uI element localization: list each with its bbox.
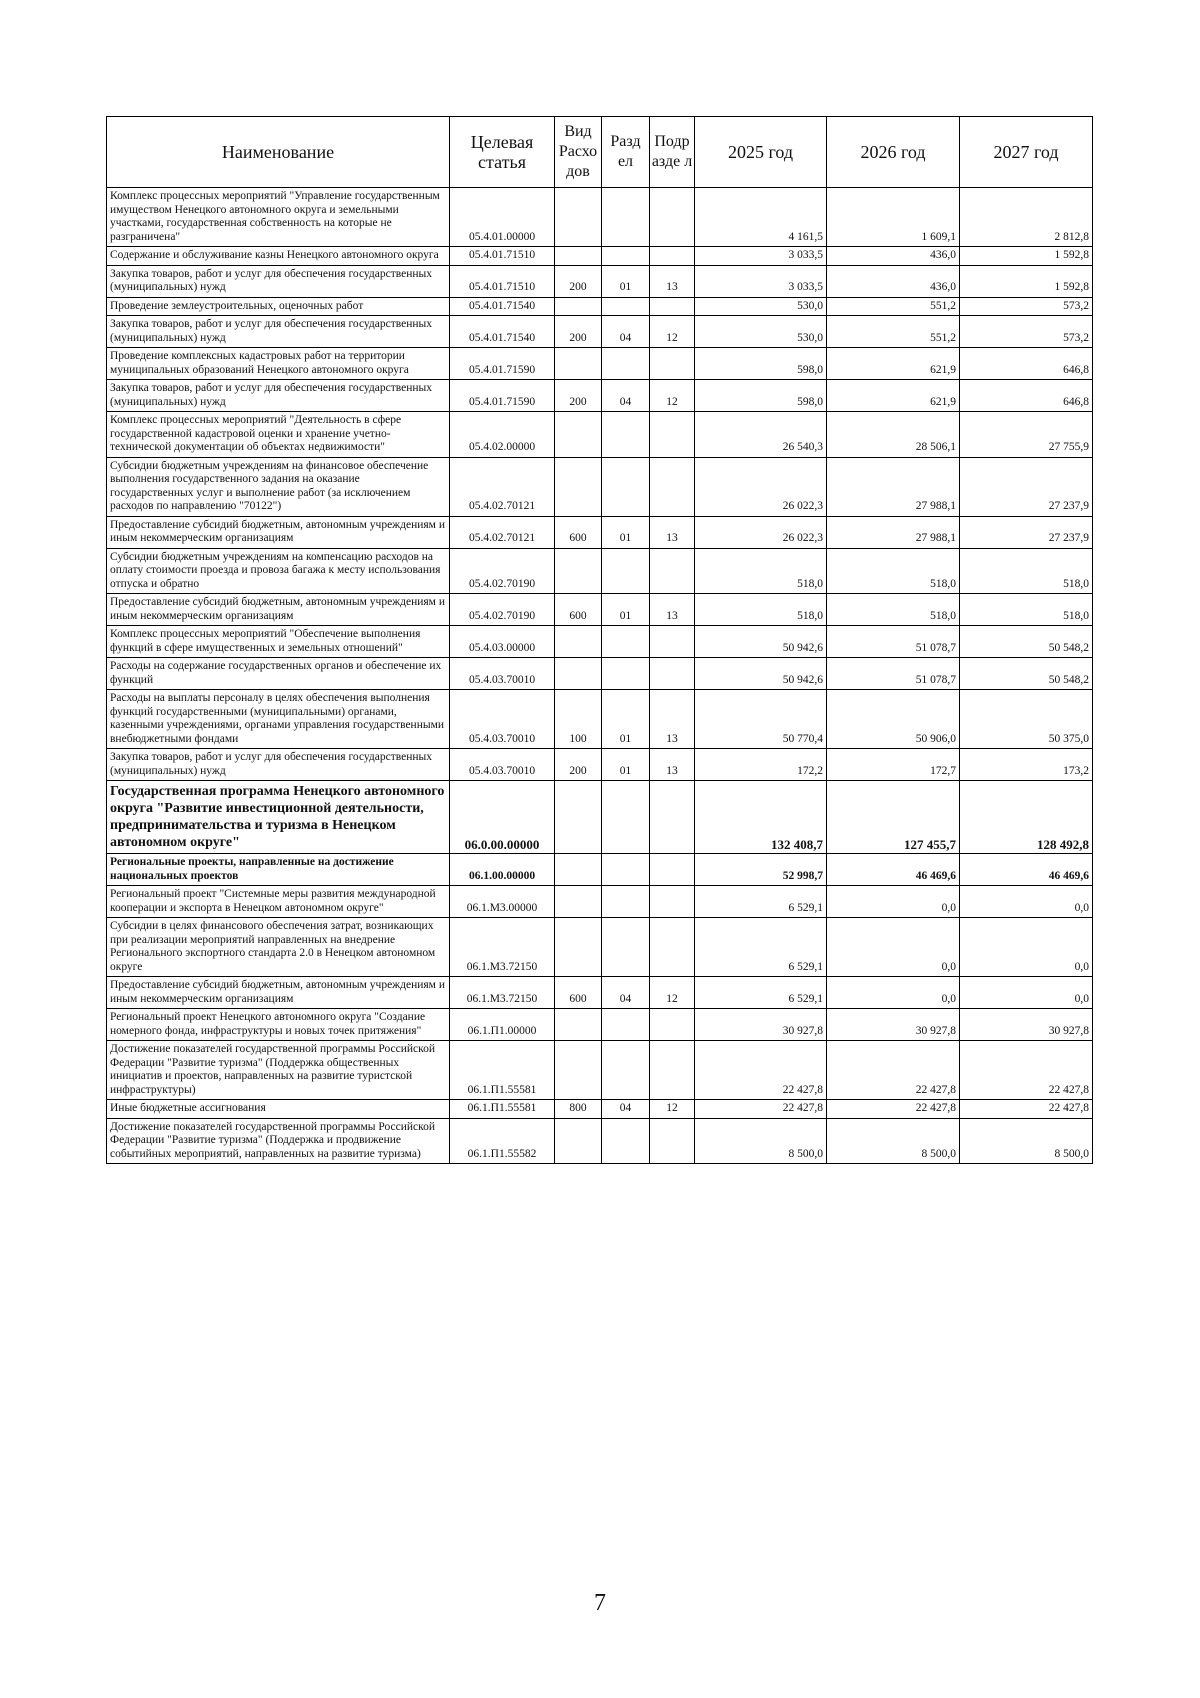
table-row — [107, 781, 1093, 854]
row-value-2025: 598,0 — [695, 348, 827, 380]
row-value-2027: 646,8 — [960, 380, 1093, 412]
row-value-2026: 551,2 — [827, 316, 960, 348]
row-target-article: 05.4.03.00000 — [450, 626, 555, 658]
row-value-2025: 8 500,0 — [695, 1118, 827, 1164]
row-expense-type — [555, 1009, 602, 1041]
row-value-2025: 6 529,1 — [695, 886, 827, 918]
row-expense-type: 600 — [555, 516, 602, 548]
row-target-article: 06.1.П1.55582 — [450, 1118, 555, 1164]
row-name: Субсидии бюджетным учреждениям на компенсацию расходов на оплату стоимости проезда и провоза багажа к месту использования отпуска и обратно — [107, 548, 450, 594]
row-value-2027: 573,2 — [960, 316, 1093, 348]
row-section: 04 — [602, 977, 650, 1009]
row-value-2026: 22 427,8 — [827, 1041, 960, 1100]
row-section: 01 — [602, 749, 650, 781]
row-value-2027: 573,2 — [960, 297, 1093, 316]
table-row — [107, 886, 1093, 918]
row-value-2026: 621,9 — [827, 380, 960, 412]
row-target-article: 05.4.01.71510 — [450, 265, 555, 297]
row-subsection: 13 — [650, 749, 695, 781]
row-subsection — [650, 247, 695, 266]
row-target-article: 05.4.03.70010 — [450, 690, 555, 749]
header-2027: 2027 год — [960, 117, 1093, 188]
row-value-2025: 50 942,6 — [695, 626, 827, 658]
row-subsection: 13 — [650, 516, 695, 548]
row-value-2026: 172,7 — [827, 749, 960, 781]
row-subsection: 12 — [650, 1100, 695, 1119]
row-target-article: 05.4.01.00000 — [450, 188, 555, 247]
row-value-2026: 0,0 — [827, 886, 960, 918]
row-name: Предоставление субсидий бюджетным, автономным учреждениям и иным некоммерческим организациям — [107, 594, 450, 626]
row-target-article: 05.4.01.71540 — [450, 316, 555, 348]
row-subsection — [650, 626, 695, 658]
row-value-2025: 518,0 — [695, 548, 827, 594]
row-name: Субсидии в целях финансового обеспечения затрат, возникающих при реализации мероприятий направленных на внедрение Регионального экспортного стандарта 2.0 в Ненецком автономном округе — [107, 918, 450, 977]
row-expense-type — [555, 412, 602, 458]
row-value-2026: 22 427,8 — [827, 1100, 960, 1119]
row-value-2026: 28 506,1 — [827, 412, 960, 458]
row-value-2027: 0,0 — [960, 977, 1093, 1009]
header-target-article: Целевая статья — [450, 117, 555, 188]
row-value-2025: 6 529,1 — [695, 918, 827, 977]
row-subsection — [650, 886, 695, 918]
row-expense-type: 200 — [555, 265, 602, 297]
row-value-2027: 518,0 — [960, 548, 1093, 594]
row-name: Расходы на выплаты персоналу в целях обеспечения выполнения функций государственными (муниципальными) органами, казенными учреждениями, органами управления государственными внебюджетными фондами — [107, 690, 450, 749]
row-name: Закупка товаров, работ и услуг для обеспечения государственных (муниципальных) нужд — [107, 265, 450, 297]
row-subsection: 12 — [650, 380, 695, 412]
row-value-2027: 0,0 — [960, 918, 1093, 977]
row-value-2026: 27 988,1 — [827, 516, 960, 548]
row-value-2027: 27 237,9 — [960, 457, 1093, 516]
table-row — [107, 1009, 1093, 1041]
row-section — [602, 348, 650, 380]
row-target-article: 05.4.02.70190 — [450, 548, 555, 594]
row-target-article: 05.4.01.71590 — [450, 348, 555, 380]
row-expense-type: 200 — [555, 380, 602, 412]
row-value-2026: 30 927,8 — [827, 1009, 960, 1041]
row-expense-type — [555, 918, 602, 977]
table-row — [107, 1118, 1093, 1164]
row-section — [602, 886, 650, 918]
row-value-2027: 0,0 — [960, 886, 1093, 918]
row-value-2026: 51 078,7 — [827, 658, 960, 690]
row-name: Проведение землеустроительных, оценочных работ — [107, 297, 450, 316]
row-value-2025: 518,0 — [695, 594, 827, 626]
row-value-2027: 2 812,8 — [960, 188, 1093, 247]
row-section — [602, 658, 650, 690]
row-subsection: 13 — [650, 265, 695, 297]
row-section — [602, 854, 650, 886]
table-row — [107, 348, 1093, 380]
row-target-article: 06.1.П1.00000 — [450, 1009, 555, 1041]
header-subsection: Подр азде л — [650, 117, 695, 188]
row-subsection — [650, 1041, 695, 1100]
row-section — [602, 188, 650, 247]
row-target-article: 05.4.02.00000 — [450, 412, 555, 458]
row-value-2027: 50 375,0 — [960, 690, 1093, 749]
row-section — [602, 412, 650, 458]
budget-table — [106, 116, 1093, 1164]
row-value-2026: 46 469,6 — [827, 854, 960, 886]
row-expense-type: 800 — [555, 1100, 602, 1119]
row-subsection: 13 — [650, 594, 695, 626]
row-subsection — [650, 854, 695, 886]
row-expense-type — [555, 188, 602, 247]
row-target-article: 05.4.02.70121 — [450, 516, 555, 548]
row-value-2027: 518,0 — [960, 594, 1093, 626]
row-target-article: 05.4.03.70010 — [450, 749, 555, 781]
row-expense-type — [555, 781, 602, 854]
row-value-2027: 22 427,8 — [960, 1100, 1093, 1119]
row-value-2026: 0,0 — [827, 918, 960, 977]
row-section: 04 — [602, 380, 650, 412]
row-value-2027: 1 592,8 — [960, 247, 1093, 266]
row-value-2027: 30 927,8 — [960, 1009, 1093, 1041]
row-name: Предоставление субсидий бюджетным, автономным учреждениям и иным некоммерческим организациям — [107, 516, 450, 548]
row-subsection — [650, 548, 695, 594]
header-2026: 2026 год — [827, 117, 960, 188]
row-subsection — [650, 781, 695, 854]
header-section: Разд ел — [602, 117, 650, 188]
row-section — [602, 1118, 650, 1164]
row-target-article: 05.4.01.71590 — [450, 380, 555, 412]
row-target-article: 06.1.М3.72150 — [450, 977, 555, 1009]
row-name: Закупка товаров, работ и услуг для обеспечения государственных (муниципальных) нужд — [107, 316, 450, 348]
row-value-2025: 132 408,7 — [695, 781, 827, 854]
row-section — [602, 918, 650, 977]
row-expense-type — [555, 297, 602, 316]
row-expense-type — [555, 886, 602, 918]
row-value-2025: 26 022,3 — [695, 516, 827, 548]
row-section: 04 — [602, 1100, 650, 1119]
row-name: Содержание и обслуживание казны Ненецкого автономного округа — [107, 247, 450, 266]
row-section: 01 — [602, 690, 650, 749]
row-subsection — [650, 1009, 695, 1041]
row-value-2026: 51 078,7 — [827, 626, 960, 658]
row-section — [602, 297, 650, 316]
row-value-2027: 8 500,0 — [960, 1118, 1093, 1164]
row-name: Субсидии бюджетным учреждениям на финансовое обеспечение выполнения государственного задания на оказание государственных услуг и выполнение работ (за исключением расходов по направлению "70122") — [107, 457, 450, 516]
row-expense-type — [555, 626, 602, 658]
row-value-2025: 50 942,6 — [695, 658, 827, 690]
row-target-article: 06.0.00.00000 — [450, 781, 555, 854]
row-expense-type: 600 — [555, 594, 602, 626]
row-value-2025: 30 927,8 — [695, 1009, 827, 1041]
row-target-article: 05.4.01.71540 — [450, 297, 555, 316]
row-value-2025: 172,2 — [695, 749, 827, 781]
row-target-article: 05.4.02.70121 — [450, 457, 555, 516]
row-section: 01 — [602, 594, 650, 626]
row-expense-type: 200 — [555, 316, 602, 348]
row-value-2026: 518,0 — [827, 548, 960, 594]
row-value-2027: 22 427,8 — [960, 1041, 1093, 1100]
row-value-2026: 0,0 — [827, 977, 960, 1009]
row-section: 01 — [602, 265, 650, 297]
row-section: 04 — [602, 316, 650, 348]
row-subsection — [650, 348, 695, 380]
row-target-article: 06.1.М3.00000 — [450, 886, 555, 918]
table-row — [107, 749, 1093, 781]
page-number: 7 — [594, 1590, 606, 1616]
row-section — [602, 1009, 650, 1041]
row-section — [602, 457, 650, 516]
row-name: Комплекс процессных мероприятий "Деятельность в сфере государственной кадастровой оценки и хранение учетно-технической документации об объектах недвижимости" — [107, 412, 450, 458]
row-target-article: 05.4.03.70010 — [450, 658, 555, 690]
row-expense-type — [555, 247, 602, 266]
row-name: Региональный проект "Системные меры развития международной кооперации и экспорта в Ненецком автономном округе" — [107, 886, 450, 918]
row-value-2027: 50 548,2 — [960, 626, 1093, 658]
row-expense-type — [555, 658, 602, 690]
table-row — [107, 247, 1093, 266]
row-target-article: 06.1.П1.55581 — [450, 1100, 555, 1119]
row-value-2026: 551,2 — [827, 297, 960, 316]
header-name: Наименование — [107, 117, 450, 188]
table-row — [107, 548, 1093, 594]
row-name: Региональный проект Ненецкого автономного округа "Создание номерного фонда, инфраструктуры и новых точек притяжения" — [107, 1009, 450, 1041]
row-expense-type: 200 — [555, 749, 602, 781]
row-value-2026: 127 455,7 — [827, 781, 960, 854]
table-row — [107, 658, 1093, 690]
row-name: Проведение комплексных кадастровых работ на территории муниципальных образований Ненецкого автономного округа — [107, 348, 450, 380]
table-row — [107, 316, 1093, 348]
row-value-2025: 26 540,3 — [695, 412, 827, 458]
row-value-2027: 46 469,6 — [960, 854, 1093, 886]
row-value-2026: 436,0 — [827, 247, 960, 266]
row-subsection — [650, 457, 695, 516]
table-row — [107, 594, 1093, 626]
row-value-2025: 22 427,8 — [695, 1041, 827, 1100]
row-value-2027: 173,2 — [960, 749, 1093, 781]
row-value-2025: 50 770,4 — [695, 690, 827, 749]
row-value-2026: 50 906,0 — [827, 690, 960, 749]
row-subsection — [650, 918, 695, 977]
row-name: Иные бюджетные ассигнования — [107, 1100, 450, 1119]
row-expense-type — [555, 1041, 602, 1100]
row-subsection — [650, 297, 695, 316]
row-value-2025: 530,0 — [695, 316, 827, 348]
row-name: Расходы на содержание государственных органов и обеспечение их функций — [107, 658, 450, 690]
row-target-article: 05.4.02.70190 — [450, 594, 555, 626]
table-row — [107, 412, 1093, 458]
row-target-article: 05.4.01.71510 — [450, 247, 555, 266]
row-target-article: 06.1.00.00000 — [450, 854, 555, 886]
row-name: Закупка товаров, работ и услуг для обеспечения государственных (муниципальных) нужд — [107, 749, 450, 781]
row-subsection — [650, 412, 695, 458]
table-row — [107, 188, 1093, 247]
row-value-2026: 621,9 — [827, 348, 960, 380]
row-name: Комплекс процессных мероприятий "Обеспечение выполнения функций в сфере имущественных и земельных отношений" — [107, 626, 450, 658]
row-target-article: 06.1.П1.55581 — [450, 1041, 555, 1100]
row-expense-type — [555, 457, 602, 516]
row-value-2026: 518,0 — [827, 594, 960, 626]
row-section — [602, 781, 650, 854]
row-value-2025: 52 998,7 — [695, 854, 827, 886]
row-value-2027: 1 592,8 — [960, 265, 1093, 297]
table-row — [107, 516, 1093, 548]
row-value-2025: 3 033,5 — [695, 265, 827, 297]
row-expense-type: 600 — [555, 977, 602, 1009]
row-section — [602, 1041, 650, 1100]
row-name: Достижение показателей государственной программы Российской Федерации "Развитие туризма" (Поддержка и продвижение событийных мероприятий, направленных на развитие туризма) — [107, 1118, 450, 1164]
row-subsection: 12 — [650, 977, 695, 1009]
row-name: Закупка товаров, работ и услуг для обеспечения государственных (муниципальных) нужд — [107, 380, 450, 412]
table-row — [107, 297, 1093, 316]
table-row — [107, 918, 1093, 977]
row-expense-type — [555, 854, 602, 886]
table-row — [107, 977, 1093, 1009]
row-subsection: 13 — [650, 690, 695, 749]
row-section — [602, 247, 650, 266]
table-header — [107, 117, 1093, 188]
row-value-2027: 128 492,8 — [960, 781, 1093, 854]
row-subsection — [650, 1118, 695, 1164]
row-value-2027: 27 755,9 — [960, 412, 1093, 458]
row-expense-type — [555, 548, 602, 594]
row-value-2027: 50 548,2 — [960, 658, 1093, 690]
row-value-2025: 3 033,5 — [695, 247, 827, 266]
row-value-2025: 26 022,3 — [695, 457, 827, 516]
row-target-article: 06.1.М3.72150 — [450, 918, 555, 977]
table-row — [107, 457, 1093, 516]
table-row — [107, 1100, 1093, 1119]
table-row — [107, 690, 1093, 749]
row-value-2025: 530,0 — [695, 297, 827, 316]
row-value-2025: 4 161,5 — [695, 188, 827, 247]
row-name: Предоставление субсидий бюджетным, автономным учреждениям и иным некоммерческим организациям — [107, 977, 450, 1009]
row-section — [602, 626, 650, 658]
row-value-2025: 22 427,8 — [695, 1100, 827, 1119]
row-name: Комплекс процессных мероприятий "Управление государственным имуществом Ненецкого автономного округа и земельными участками, государственная собственность на которые не разграничена" — [107, 188, 450, 247]
row-value-2027: 27 237,9 — [960, 516, 1093, 548]
table-row — [107, 854, 1093, 886]
row-expense-type: 100 — [555, 690, 602, 749]
row-subsection: 12 — [650, 316, 695, 348]
row-value-2026: 8 500,0 — [827, 1118, 960, 1164]
row-section — [602, 548, 650, 594]
row-expense-type — [555, 1118, 602, 1164]
row-value-2026: 1 609,1 — [827, 188, 960, 247]
row-subsection — [650, 658, 695, 690]
table-row — [107, 265, 1093, 297]
header-2025: 2025 год — [695, 117, 827, 188]
row-name: Региональные проекты, направленные на достижение национальных проектов — [107, 854, 450, 886]
row-expense-type — [555, 348, 602, 380]
table-row — [107, 380, 1093, 412]
row-name: Достижение показателей государственной программы Российской Федерации "Развитие туризма" (Поддержка общественных инициатив и проектов, направленных на развитие туристской инфраструктуры) — [107, 1041, 450, 1100]
row-value-2026: 27 988,1 — [827, 457, 960, 516]
row-subsection — [650, 188, 695, 247]
header-expense-type: Вид Расхо дов — [555, 117, 602, 188]
row-value-2025: 6 529,1 — [695, 977, 827, 1009]
row-value-2025: 598,0 — [695, 380, 827, 412]
row-value-2027: 646,8 — [960, 348, 1093, 380]
table-row — [107, 1041, 1093, 1100]
table-body — [107, 188, 1093, 1164]
table-row — [107, 626, 1093, 658]
row-name: Государственная программа Ненецкого автономного округа "Развитие инвестиционной деятельности, предпринимательства и туризма в Ненецком автономном округе" — [107, 781, 450, 854]
row-value-2026: 436,0 — [827, 265, 960, 297]
row-section: 01 — [602, 516, 650, 548]
